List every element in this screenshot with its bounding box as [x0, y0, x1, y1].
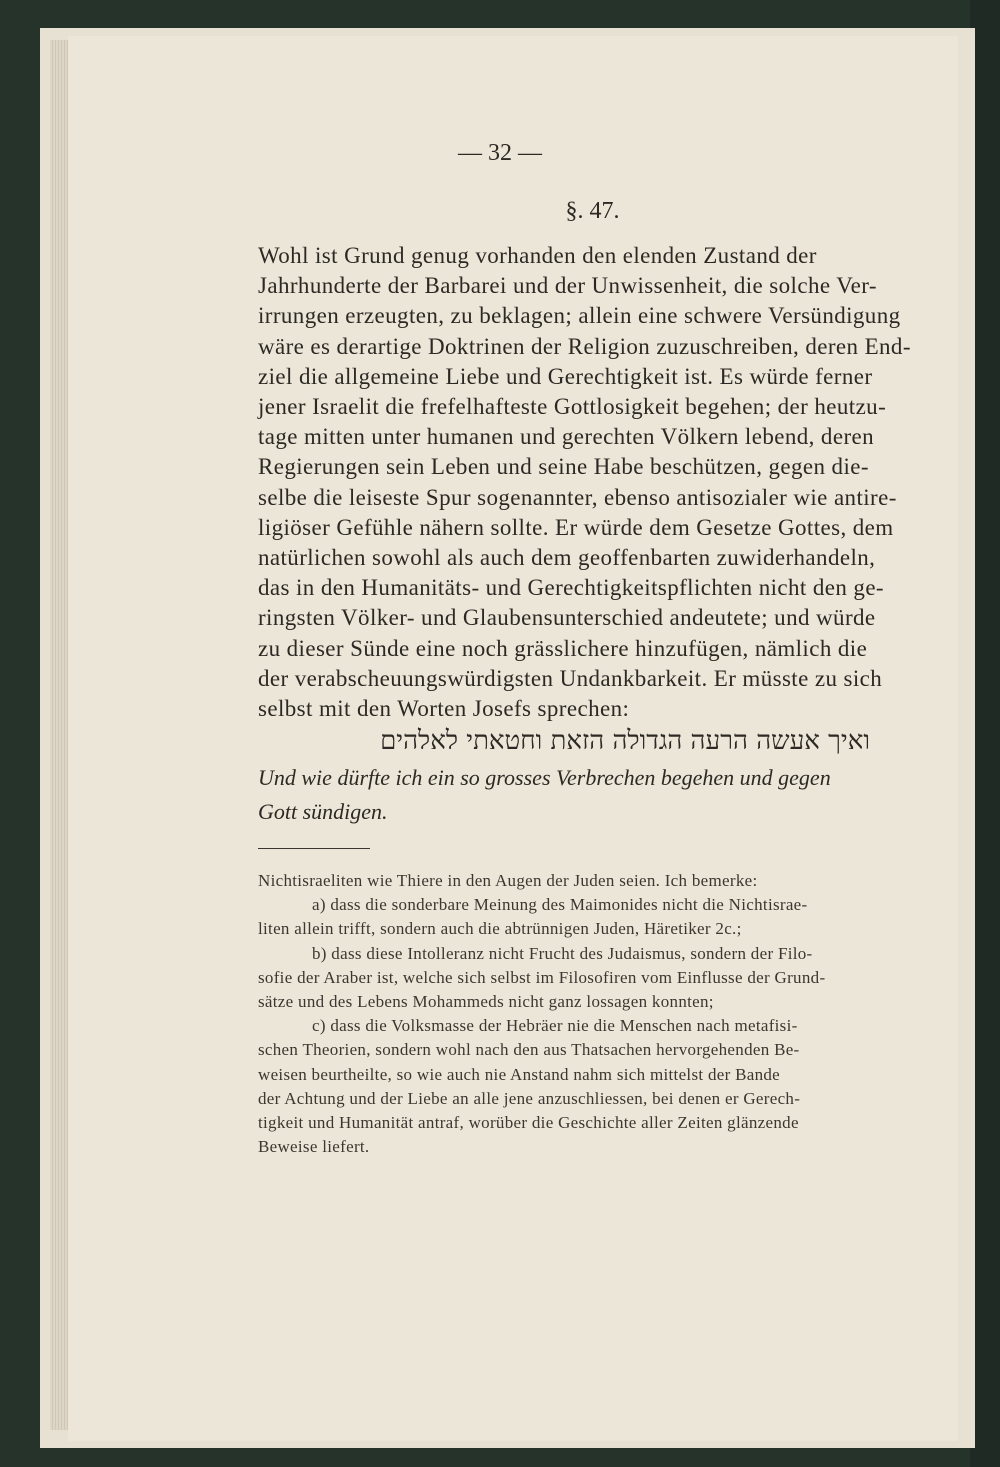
body-line: ringsten Völker- und Glaubensunterschied andeutete; und würde	[258, 605, 876, 631]
body-line: selbst mit den Worten Josefs sprechen:	[258, 696, 630, 721]
footnote-line: weisen beurtheilte, so wie auch nie Anstand nahm sich mittelst der Bande	[258, 1064, 781, 1084]
footnote-line: c) dass die Volksmasse der Hebräer nie die Menschen nach metafisi-	[312, 1016, 798, 1036]
translation-line: Und wie dürfte ich ein so grosses Verbrechen begehen und gegen	[258, 765, 831, 790]
footnote-line: tigkeit und Humanität antraf, worüber die Geschichte aller Zeiten glänzende	[258, 1113, 799, 1132]
footnote-line: der Achtung und der Liebe an alle jene anzuschliessen, bei denen er Gerech-	[258, 1088, 801, 1108]
body-line: natürlichen sowohl als auch dem geoffenbarten zuwiderhandeln,	[258, 545, 876, 570]
footnote-rule	[258, 848, 370, 849]
footnote-line: Beweise liefert.	[258, 1137, 370, 1157]
footnote-line: a) dass die sonderbare Meinung des Maimonides nicht die Nichtisrae-	[312, 895, 808, 915]
translation-line: Gott sündigen.	[258, 799, 388, 824]
body-line: jener Israelit die frefelhafteste Gottlosigkeit begehen; der heutzu-	[258, 394, 887, 419]
footnote-line: Nichtisraeliten wie Thiere in den Augen der Juden seien. Ich bemerke:	[258, 871, 758, 890]
footnote-line: b) dass diese Intolleranz nicht Frucht des Judaismus, sondern der Filo-	[312, 943, 813, 963]
body-line: irrungen erzeugten, zu beklagen; allein eine schwere Versündigung	[258, 303, 901, 329]
body-line: Wohl ist Grund genug vorhanden den elenden Zustand der	[258, 243, 817, 268]
body-line: wäre es derartige Doktrinen der Religion zuzuschreiben, deren End-	[258, 333, 911, 359]
footnote-line: sätze und des Lebens Mohammeds nicht ganz lossagen konnten;	[258, 992, 714, 1011]
body-line: ziel die allgemeine Liebe und Gerechtigkeit ist. Es würde ferner	[258, 363, 873, 389]
body-line: das in den Humanitäts- und Gerechtigkeitspflichten nicht den ge-	[258, 575, 884, 601]
body-line: selbe die leiseste Spur sogenannter, ebenso antisozialer wie antire-	[258, 484, 897, 510]
footnote-line: sofie der Araber ist, welche sich selbst im Filosofiren vom Einflusse der Grund-	[258, 967, 826, 987]
hebrew-quote: ואיך אעשה הרעה הגדולה הזאת וחטאתי לאלהים	[380, 726, 870, 756]
section-heading: §. 47.	[565, 198, 620, 224]
footnote-line: liten allein trifft, sondern auch die abtrünnigen Juden, Häretiker 2c.;	[258, 919, 742, 939]
body-line: Jahrhunderte der Barbarei und der Unwissenheit, die solche Ver-	[258, 273, 877, 299]
body-line: Regierungen sein Leben und seine Habe beschützen, gegen die-	[258, 454, 869, 480]
body-line: ligiöser Gefühle nähern sollte. Er würde dem Gesetze Gottes, dem	[258, 514, 894, 540]
page-number: — 32 —	[458, 140, 542, 166]
body-line: der verabscheuungswürdigsten Undankbarkeit. Er müsste zu sich	[258, 665, 883, 691]
body-line: zu dieser Sünde eine noch grässlichere hinzufügen, nämlich die	[258, 635, 868, 661]
footnote-line: schen Theorien, sondern wohl nach den aus Thatsachen hervorgehenden Be-	[258, 1040, 800, 1060]
body-line: tage mitten unter humanen und gerechten Völkern lebend, deren	[258, 424, 875, 450]
